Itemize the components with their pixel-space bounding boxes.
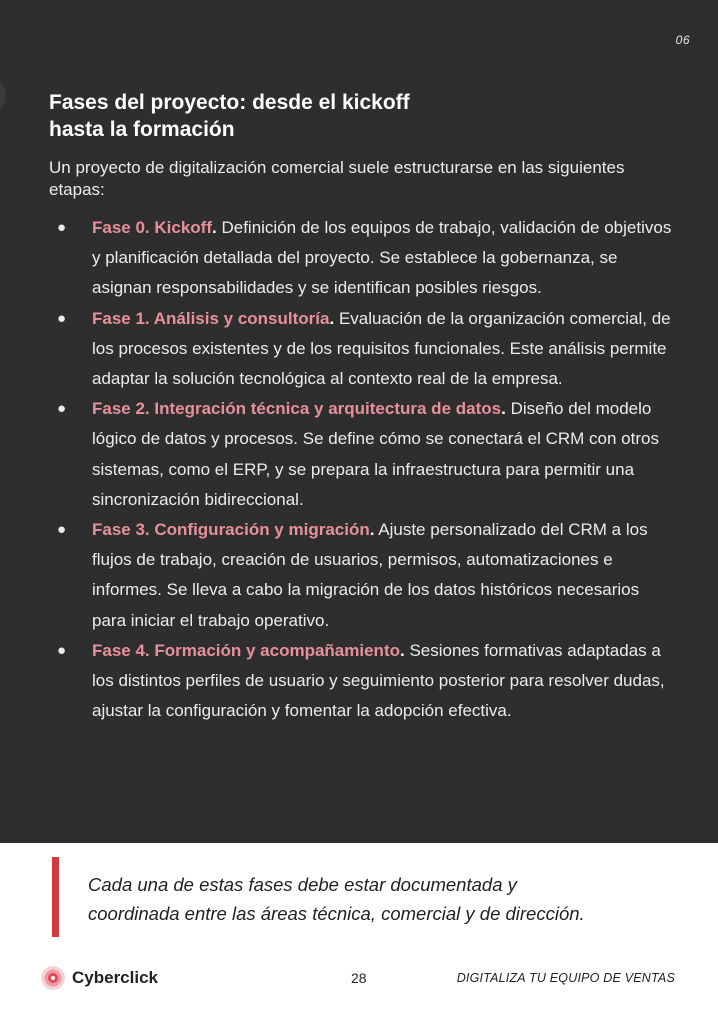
bullet-dot-icon: ● bbox=[57, 400, 67, 418]
phase-description: Diseño del modelo lógico de datos y procesos. Se define cómo se conectará el CRM con otros sistemas, como el ERP, y se prepara la infraestructura para permitir una sincronización bidireccional. bbox=[92, 399, 659, 509]
brand-name: Cyberclick bbox=[72, 968, 158, 987]
phase-title: Fase 3. Configuración y migración bbox=[92, 520, 370, 540]
phase-item bbox=[55, 515, 675, 636]
phase-title: Fase 1. Análisis y consultoría bbox=[92, 308, 330, 328]
phase-title-period: . bbox=[399, 640, 405, 660]
phase-title: Fase 2. Integración técnica y arquitectura de datos bbox=[92, 399, 502, 419]
bullet-dot-icon: ● bbox=[57, 521, 67, 539]
quote-accent-bar bbox=[52, 857, 59, 937]
publication-title: DIGITALIZA TU EQUIPO DE VENTAS bbox=[456, 971, 675, 985]
section-title-line-2: hasta la formación bbox=[49, 118, 235, 141]
phase-description: Definición de los equipos de trabajo, validación de objetivos y planificación detallada del proyecto. Se establece la gobernanza, se asignan responsabilidades y se identifican posibles riesgos. bbox=[92, 218, 672, 298]
cyberclick-target-icon bbox=[40, 965, 66, 991]
bullet-dot-icon: ● bbox=[57, 641, 67, 659]
phase-list bbox=[55, 213, 675, 726]
bullet-dot-icon: ● bbox=[57, 219, 67, 236]
phase-item bbox=[55, 636, 675, 727]
page-marker: 06 bbox=[675, 33, 690, 47]
section-title bbox=[49, 89, 649, 143]
section-title-line-1: Fases del proyecto: desde el kickoff bbox=[49, 91, 410, 114]
brand-logo bbox=[40, 964, 158, 992]
phase-description: Evaluación de la organización comercial, de los procesos existentes y de los requisitos funcionales. Este análisis permite adaptar la solución tecnológica al contexto real de la empresa. bbox=[92, 308, 671, 389]
phase-description: Sesiones formativas adaptadas a los distintos perfiles de usuario y seguimiento posterior para resolver dudas, ajustar la configuración y fomentar la adopción efectiva. bbox=[92, 640, 665, 721]
phase-title-period: . bbox=[369, 520, 375, 540]
phase-item bbox=[55, 213, 675, 304]
phase-title: Fase 4. Formación y acompañamiento bbox=[92, 640, 400, 660]
pull-quote bbox=[88, 870, 698, 928]
phase-title-period: . bbox=[212, 218, 217, 237]
phase-title-period: . bbox=[329, 308, 335, 328]
phase-item bbox=[55, 394, 675, 515]
pull-quote-line-2: coordinada entre las áreas técnica, comercial y de dirección. bbox=[88, 903, 585, 924]
bullet-dot-icon: ● bbox=[57, 309, 67, 327]
page-number: 28 bbox=[351, 970, 367, 986]
phase-description: Ajuste personalizado del CRM a los flujos de trabajo, creación de usuarios, permisos, automatizaciones e informes. Se lleva a cabo la migración de los datos históricos necesarios para iniciar el trabajo operativo. bbox=[92, 520, 648, 630]
pull-quote-line-1: Cada una de estas fases debe estar documentada y bbox=[88, 874, 517, 895]
section-intro: Un proyecto de digitalización comercial suele estructurarse en las siguientes etapas: bbox=[49, 158, 625, 199]
phase-item bbox=[55, 304, 675, 395]
phase-title: Fase 0. Kickoff bbox=[92, 218, 212, 237]
phase-title-period: . bbox=[501, 399, 506, 419]
